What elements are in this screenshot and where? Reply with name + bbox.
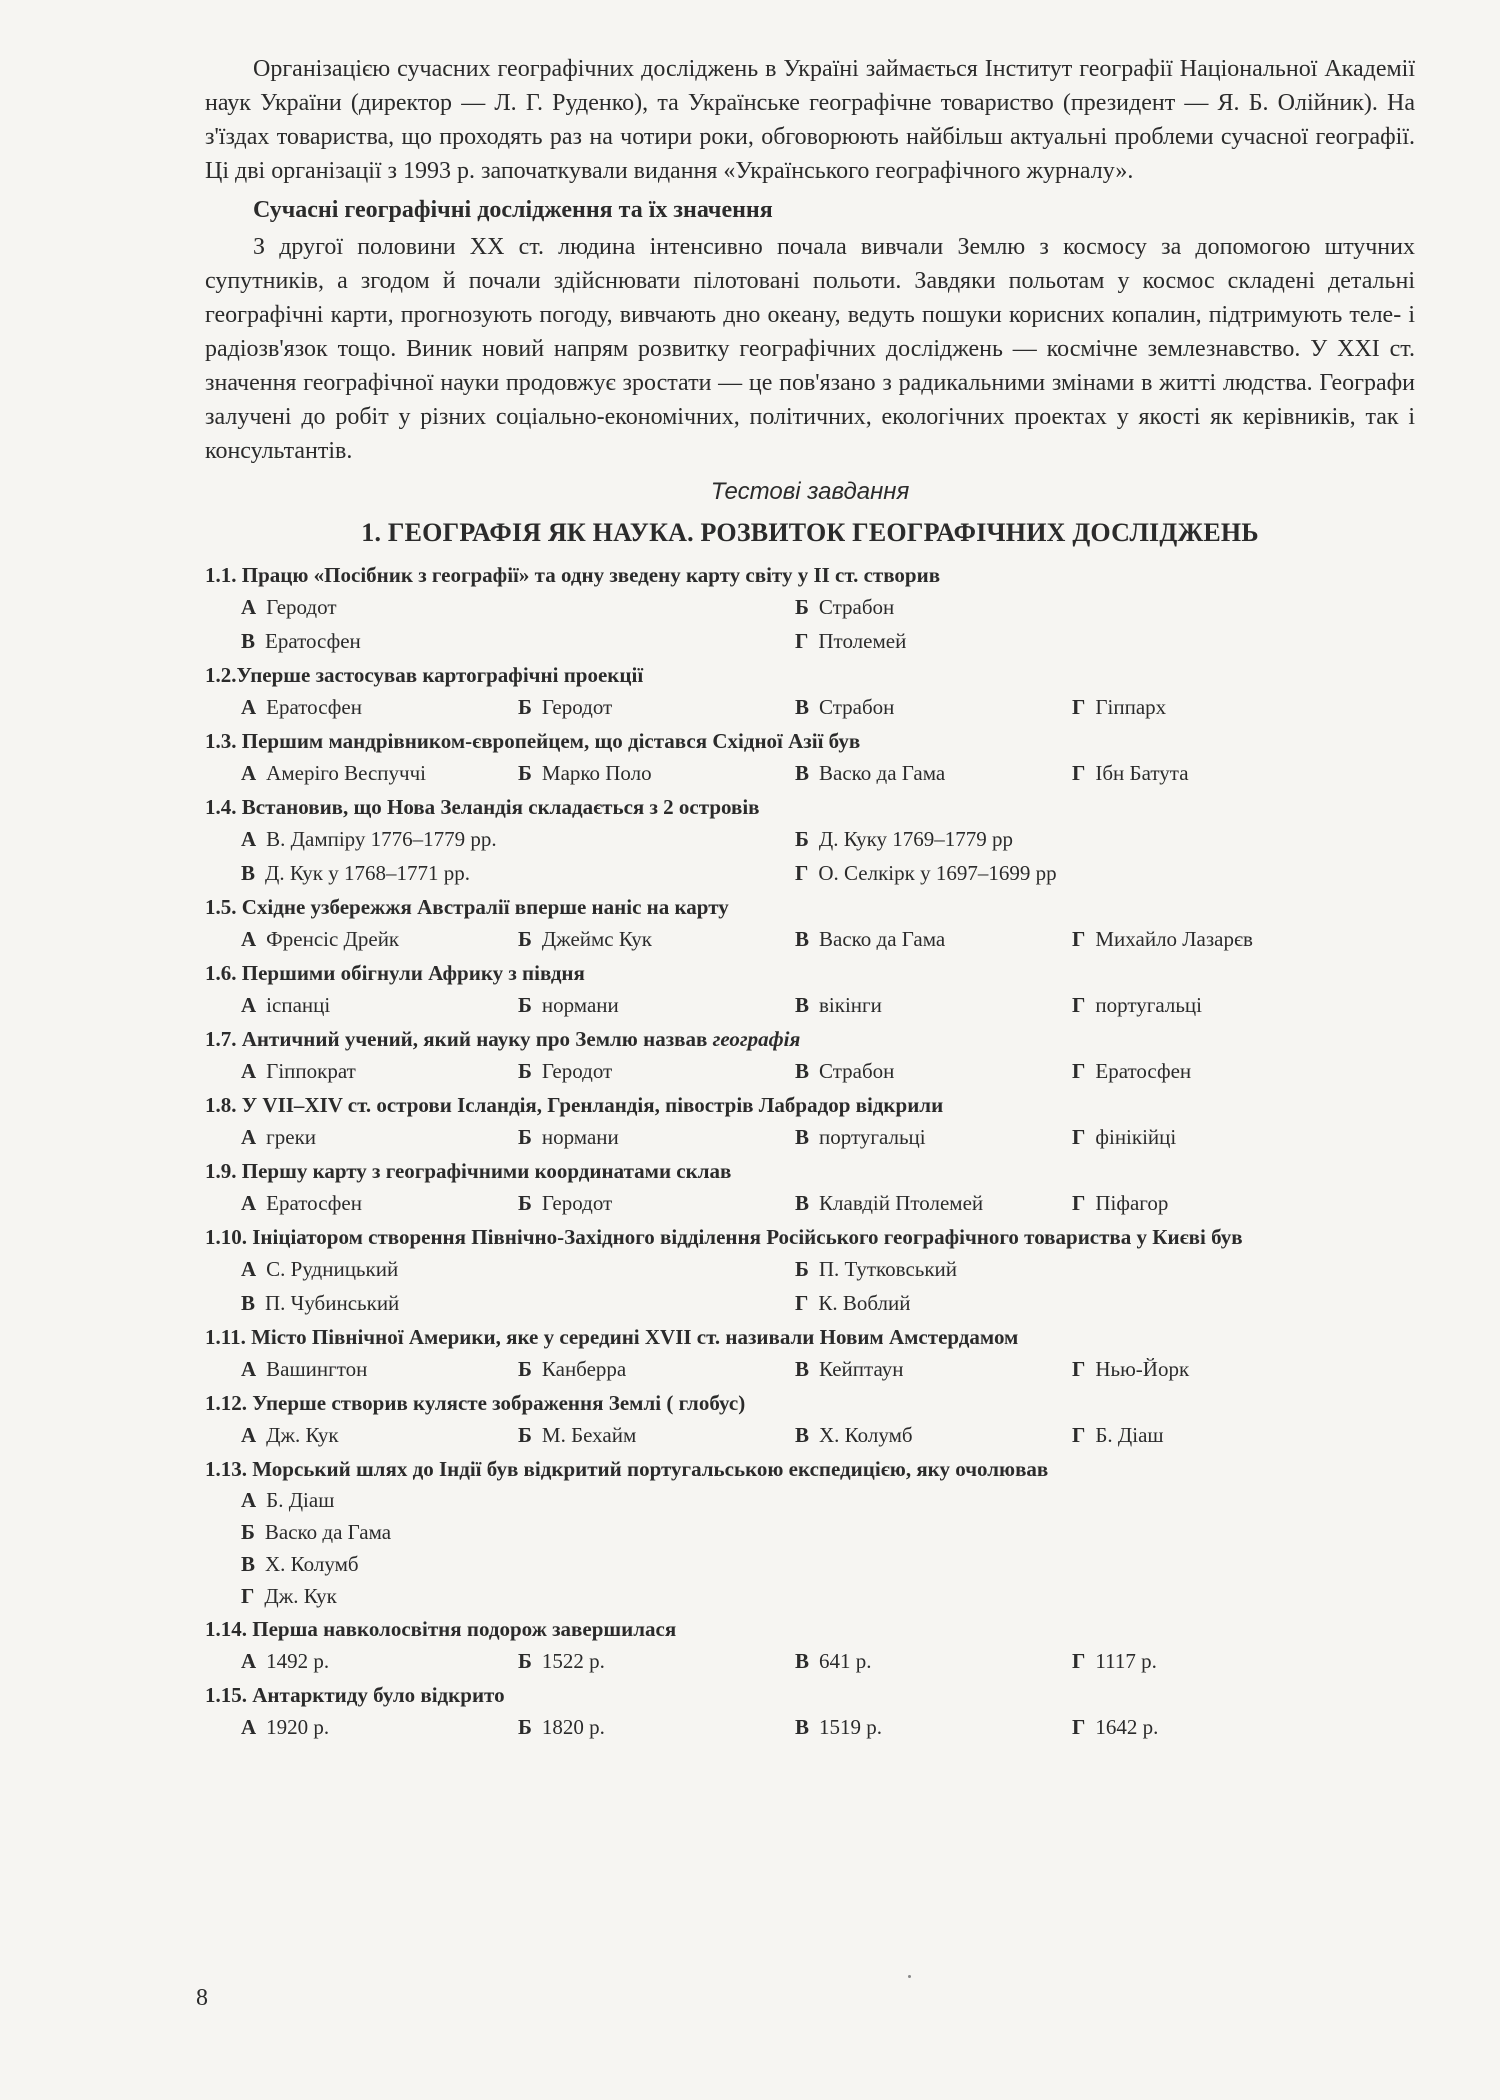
option-letter: Б [518, 695, 532, 719]
answer-option [241, 1252, 795, 1286]
option-text: Б. Діаш [1095, 1423, 1164, 1447]
answer-options [205, 922, 1415, 956]
option-letter: Б [518, 1715, 532, 1739]
option-letter: В [795, 1423, 810, 1447]
answer-option [518, 1054, 795, 1088]
answer-option [518, 1710, 795, 1744]
answer-option [518, 690, 795, 724]
answer-option [241, 1548, 1415, 1580]
answer-option [1072, 690, 1349, 724]
option-letter: Г [1072, 1715, 1086, 1739]
option-letter: А [241, 595, 257, 619]
answer-option [241, 590, 795, 624]
option-text: вікінги [819, 993, 882, 1017]
option-text: П. Чубинський [265, 1291, 400, 1315]
option-letter: В [241, 861, 256, 885]
answer-option [241, 856, 795, 890]
answer-option [241, 1418, 518, 1452]
option-letter: Г [795, 861, 809, 885]
answer-option [1072, 1418, 1349, 1452]
answer-options [205, 756, 1415, 790]
option-text: нормани [541, 993, 619, 1017]
subsection-heading: Сучасні географічні дослідження та їх значення [253, 197, 773, 223]
option-text: С. Рудницький [266, 1257, 399, 1281]
option-text: Васко да Гама [264, 1520, 392, 1544]
option-text: О. Селкірк у 1697–1699 рр [818, 861, 1057, 885]
answer-option [795, 822, 1349, 856]
option-letter: В [795, 1191, 810, 1215]
option-text: фінікійці [1095, 1125, 1177, 1149]
option-text: Васко да Гама [819, 927, 946, 951]
section-title: 1. ГЕОГРАФІЯ ЯК НАУКА. РОЗВИТОК ГЕОГРАФІЧНИХ ДОСЛІДЖЕНЬ [361, 518, 1259, 547]
option-text: Вашингтон [266, 1357, 368, 1381]
option-letter: А [241, 993, 257, 1017]
option-text: Ератосфен [266, 695, 362, 719]
answer-option [241, 1710, 518, 1744]
answer-option [795, 1352, 1072, 1386]
option-text: В. Дампіру 1776–1779 рр. [266, 827, 497, 851]
option-letter: А [241, 1649, 257, 1673]
option-text: Д. Куку 1769–1779 рр [818, 827, 1014, 851]
option-letter: В [795, 1059, 810, 1083]
answer-options [205, 1120, 1415, 1154]
question-block [205, 1156, 1415, 1220]
option-letter: Г [1072, 761, 1086, 785]
answer-option [241, 1580, 1415, 1612]
answer-option [241, 1516, 1415, 1548]
option-text: Геродот [541, 1191, 613, 1215]
answer-option [518, 1186, 795, 1220]
page-number: 8 [196, 1985, 208, 2011]
answer-options [205, 1710, 1415, 1744]
answer-option [795, 1252, 1349, 1286]
answer-option [1072, 1644, 1349, 1678]
answer-option [1072, 756, 1349, 790]
option-letter: Б [795, 1257, 809, 1281]
answer-option [795, 1710, 1072, 1744]
option-text: Піфагор [1095, 1191, 1169, 1215]
option-text: 1820 р. [541, 1715, 605, 1739]
answer-options [205, 1644, 1415, 1678]
option-text: Дж. Кук [266, 1423, 339, 1447]
question-block [205, 1388, 1415, 1452]
option-text: нормани [541, 1125, 619, 1149]
option-letter: В [795, 695, 810, 719]
option-text: Геродот [266, 595, 337, 619]
option-letter: А [241, 695, 257, 719]
answer-option [518, 1352, 795, 1386]
option-text: Птолемей [818, 629, 907, 653]
option-letter: Г [795, 1291, 809, 1315]
answer-option [518, 1120, 795, 1154]
answer-option [518, 756, 795, 790]
answer-option [241, 624, 795, 658]
answer-option [241, 1644, 518, 1678]
question-list [205, 560, 1415, 1744]
option-letter: А [241, 1488, 257, 1512]
answer-option [1072, 1054, 1349, 1088]
answer-option [241, 690, 518, 724]
question-block [205, 560, 1415, 658]
option-letter: В [795, 1357, 810, 1381]
question-block [205, 1024, 1415, 1088]
option-text: Дж. Кук [264, 1584, 337, 1608]
option-letter: Г [1072, 1059, 1086, 1083]
answer-option [1072, 1352, 1349, 1386]
question-block [205, 1222, 1415, 1320]
option-text: М. Бехайм [541, 1423, 637, 1447]
option-text: Страбон [819, 1059, 895, 1083]
answer-option [241, 822, 795, 856]
answer-option [1072, 922, 1349, 956]
option-text: 1642 р. [1095, 1715, 1159, 1739]
answer-option [241, 1484, 1415, 1516]
answer-option [241, 1286, 795, 1320]
option-text: П. Тутковський [818, 1257, 958, 1281]
answer-option [795, 756, 1072, 790]
question-text: 1.10. Ініціатором створення Північно-Західного відділення Російського географічного товариства у Києві був [205, 1225, 1243, 1249]
option-text: 1117 р. [1095, 1649, 1157, 1673]
answer-option [241, 922, 518, 956]
answer-option [795, 590, 1349, 624]
option-text: португальці [819, 1125, 926, 1149]
option-text: Х. Колумб [265, 1552, 359, 1576]
option-letter: Б [518, 1649, 532, 1673]
option-letter: Б [518, 1191, 532, 1215]
option-letter: Г [1072, 1357, 1086, 1381]
question-block [205, 958, 1415, 1022]
answer-option [1072, 988, 1349, 1022]
option-letter: Б [518, 1059, 532, 1083]
answer-option [795, 1120, 1072, 1154]
option-letter: Б [795, 827, 809, 851]
question-text: 1.5. Східне узбережжя Австралії вперше наніс на карту [205, 895, 729, 919]
answer-options [205, 1054, 1415, 1088]
answer-options [205, 690, 1415, 724]
question-text: 1.14. Перша навколосвітня подорож завершилася [205, 1617, 677, 1641]
option-text: Френсіс Дрейк [266, 927, 400, 951]
answer-option [241, 1120, 518, 1154]
page-content [205, 52, 1415, 1746]
option-letter: Б [518, 761, 532, 785]
speck-mark [908, 1975, 911, 1978]
answer-options [205, 1352, 1415, 1386]
question-block [205, 1090, 1415, 1154]
option-text: Ібн Батута [1095, 761, 1189, 785]
option-text: Нью-Йорк [1095, 1357, 1190, 1381]
question-block [205, 792, 1415, 890]
option-text: Геродот [541, 695, 613, 719]
option-letter: В [795, 1649, 810, 1673]
answer-option [241, 1186, 518, 1220]
intro-paragraph-2: З другої половини XX ст. людина інтенсивно почала вивчали Землю з космосу за допомогою штучних супутників, а згодом й почали здійснювати пілотовані польоти. Завдяки польотам у космос складені детальні географічні карти, прогнозують погоду, вивчають дно океану, ведуть пошуки корисних копалин, підтримують теле- і радіозв'язок тощо. Виник новий напрям розвитку географічних досліджень — космічне землезнавство. У XXI ст. значення географічної науки продовжує зростати — це пов'язано з радикальними змінами в житті людства. Географи залучені до робіт у різних соціально-економічних, політичних, екологічних проектах у якості як керівників, так і консультантів. [205, 234, 1415, 464]
option-letter: В [795, 1125, 810, 1149]
answer-options [205, 1252, 1415, 1320]
option-text: португальці [1095, 993, 1202, 1017]
option-text: Х. Колумб [819, 1423, 913, 1447]
question-text: 1.11. Місто Північної Америки, яке у середині XVII ст. називали Новим Амстердамом [205, 1325, 1019, 1349]
question-block [205, 892, 1415, 956]
question-block [205, 1680, 1415, 1744]
option-letter: В [795, 927, 810, 951]
option-letter: Б [518, 993, 532, 1017]
option-text: Гіппарх [1095, 695, 1167, 719]
option-letter: Г [241, 1584, 255, 1608]
answer-option [518, 922, 795, 956]
option-text: Д. Кук у 1768–1771 рр. [265, 861, 470, 885]
answer-option [241, 1054, 518, 1088]
question-block [205, 726, 1415, 790]
option-letter: А [241, 1357, 257, 1381]
option-text: іспанці [266, 993, 331, 1017]
option-text: Ератосфен [1095, 1059, 1192, 1083]
question-block [205, 660, 1415, 724]
option-letter: Б [518, 927, 532, 951]
question-text: 1.4. Встановив, що Нова Зеландія складається з 2 островів [205, 795, 760, 819]
option-text: Амеріго Веспуччі [266, 761, 426, 785]
option-text: 1492 р. [266, 1649, 330, 1673]
option-letter: Г [1072, 993, 1086, 1017]
answer-option [518, 1418, 795, 1452]
option-text: 1920 р. [266, 1715, 330, 1739]
option-text: Страбон [819, 695, 895, 719]
question-text: 1.8. У VII–XIV ст. острови Ісландія, Гренландія, півострів Лабрадор відкрили [205, 1093, 944, 1117]
answer-option [795, 1418, 1072, 1452]
answer-option [795, 1286, 1349, 1320]
answer-options [205, 822, 1415, 890]
answer-option [241, 756, 518, 790]
option-letter: А [241, 761, 257, 785]
option-letter: А [241, 1257, 257, 1281]
option-text: Страбон [818, 595, 895, 619]
answer-option [518, 1644, 795, 1678]
option-letter: В [241, 1552, 256, 1576]
answer-option [795, 922, 1072, 956]
answer-option [795, 1644, 1072, 1678]
option-letter: Г [1072, 1191, 1086, 1215]
option-letter: А [241, 1191, 257, 1215]
option-letter: А [241, 927, 257, 951]
option-letter: Б [518, 1357, 532, 1381]
emphasized-term: географія [712, 1027, 801, 1051]
option-letter: А [241, 1715, 257, 1739]
option-letter: А [241, 1125, 257, 1149]
question-text: 1.7. Античний учений, який науку про Землю назвав географія [205, 1027, 801, 1051]
option-letter: Г [795, 629, 809, 653]
option-letter: А [241, 1059, 257, 1083]
answer-option [795, 624, 1349, 658]
option-letter: А [241, 827, 257, 851]
answer-option [1072, 1710, 1349, 1744]
option-letter: В [241, 629, 256, 653]
answer-options [205, 590, 1415, 658]
option-letter: А [241, 1423, 257, 1447]
option-text: 1519 р. [819, 1715, 883, 1739]
option-letter: В [795, 761, 810, 785]
option-text: Ератосфен [265, 629, 361, 653]
answer-option [518, 988, 795, 1022]
question-text: 1.1. Працю «Посібник з географії» та одну зведену карту світу у II ст. створив [205, 563, 941, 587]
answer-option [795, 690, 1072, 724]
question-text: 1.2.Уперше застосував картографічні проекції [205, 663, 644, 687]
option-letter: Г [1072, 1125, 1086, 1149]
answer-options [205, 1186, 1415, 1220]
option-letter: Б [518, 1423, 532, 1447]
answer-option [241, 1352, 518, 1386]
question-text: 1.3. Першим мандрівником-європейцем, що дістався Східної Азії був [205, 729, 861, 753]
option-text: Канберра [541, 1357, 627, 1381]
option-letter: В [795, 993, 810, 1017]
answer-options [205, 988, 1415, 1022]
answer-option [1072, 1186, 1349, 1220]
option-letter: Г [1072, 1423, 1086, 1447]
answer-option [795, 1186, 1072, 1220]
answer-option [1072, 1120, 1349, 1154]
answer-options [205, 1418, 1415, 1452]
intro-section [205, 52, 1415, 468]
option-letter: В [241, 1291, 256, 1315]
question-text: 1.6. Першими обігнули Африку з півдня [205, 961, 585, 985]
option-letter: Г [1072, 695, 1086, 719]
option-letter: Б [518, 1125, 532, 1149]
question-block [205, 1322, 1415, 1386]
answer-option [795, 1054, 1072, 1088]
question-text: 1.15. Антарктиду було відкрито [205, 1683, 505, 1707]
option-letter: Г [1072, 927, 1086, 951]
answer-option [241, 988, 518, 1022]
question-text: 1.13. Морський шлях до Індії був відкритий португальською експедицією, яку очолював [205, 1457, 1049, 1481]
option-text: Михайло Лазарєв [1095, 927, 1253, 951]
question-block [205, 1454, 1415, 1612]
option-text: К. Воблий [818, 1291, 911, 1315]
tests-subtitle: Тестові завдання [710, 478, 910, 505]
option-text: Васко да Гама [819, 761, 946, 785]
option-letter: В [795, 1715, 810, 1739]
answer-option [795, 988, 1072, 1022]
answer-option [795, 856, 1349, 890]
intro-paragraph-1: Організацією сучасних географічних досліджень в Україні займається Інститут географії Національної Академії наук України (директор — Л. Г. Руденко), та Українське географічне товариство (президент — Я. Б. Олійник). На з'їздах товариства, що проходять раз на чотири роки, обговорюють найбільш актуальні проблеми сучасної географії. Ці дві організації з 1993 р. започаткували видання «Українського географічного журналу». [205, 56, 1415, 184]
option-text: Гіппократ [266, 1059, 356, 1083]
option-text: греки [266, 1125, 317, 1149]
option-letter: Б [241, 1520, 255, 1544]
option-letter: Г [1072, 1649, 1086, 1673]
question-block [205, 1614, 1415, 1678]
answer-options [205, 1484, 1415, 1612]
option-text: Джеймс Кук [541, 927, 652, 951]
option-text: 641 р. [819, 1649, 872, 1673]
option-text: Кейптаун [819, 1357, 904, 1381]
option-text: Б. Діаш [266, 1488, 335, 1512]
option-letter: Б [795, 595, 809, 619]
option-text: Марко Поло [541, 761, 652, 785]
question-text: 1.9. Першу карту з географічними координатами склав [205, 1159, 732, 1183]
question-text: 1.12. Уперше створив кулясте зображення Землі ( глобус) [205, 1391, 746, 1415]
option-text: 1522 р. [541, 1649, 605, 1673]
option-text: Клавдій Птолемей [819, 1191, 984, 1215]
option-text: Геродот [541, 1059, 613, 1083]
option-text: Ератосфен [266, 1191, 362, 1215]
